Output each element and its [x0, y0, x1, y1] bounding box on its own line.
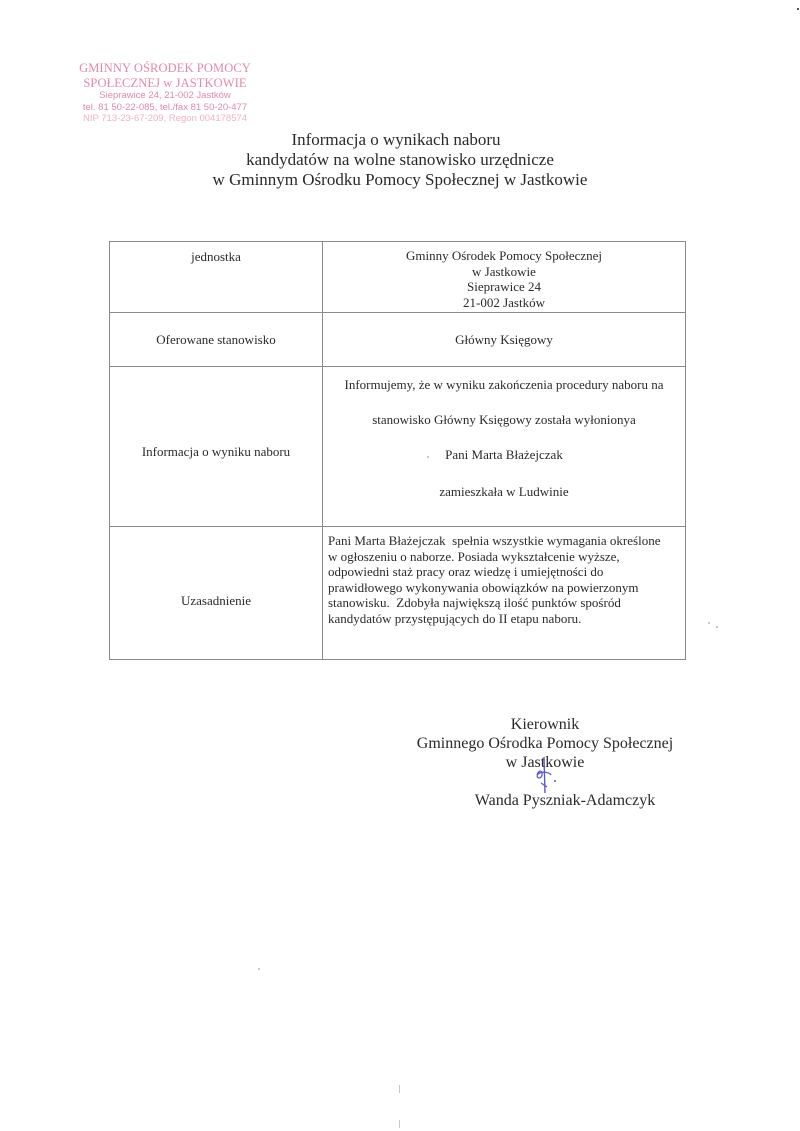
- recruitment-info-table: [109, 241, 686, 660]
- justification-line: w ogłoszeniu o naborze. Posiada wykształcenie wyższe,: [328, 548, 620, 564]
- row-label: Oferowane stanowisko: [110, 313, 323, 367]
- unit-name: Gminny Ośrodek Pomocy Społecznej: [405, 248, 603, 263]
- title-line-2: kandydatów na wolne stanowisko urzędnicze: [246, 150, 554, 169]
- scan-speck: [258, 968, 260, 970]
- document-title: [0, 130, 800, 190]
- row-label: jednostka: [110, 242, 323, 313]
- justification-line: Pani Marta Błażejczak spełnia wszystkie wymagania określone: [328, 533, 661, 548]
- table-row-position: [110, 313, 686, 367]
- table-row-result: [110, 367, 686, 527]
- justification-line: odpowiedni staż pracy oraz wiedzę i umiejętności do: [328, 564, 604, 579]
- institution-stamp: [60, 62, 270, 126]
- justification-line: kandydatów przystępujących do II etapu naboru.: [328, 610, 582, 626]
- stamp-address: Sieprawice 24, 21-002 Jastków: [99, 90, 231, 101]
- title-line-3: w Gminnym Ośrodku Pomocy Społecznej w Jastkowie: [212, 170, 588, 189]
- scan-speck: [399, 1085, 400, 1093]
- table-row-unit: [110, 242, 686, 313]
- unit-location: w Jastkowie: [472, 263, 536, 279]
- unit-value: [323, 242, 686, 313]
- stamp-line-2: SPOŁECZNEJ w JASTKOWIE: [83, 75, 247, 90]
- signatory-location: w Jastkowie: [505, 754, 585, 771]
- unit-postcode: 21-002 Jastków: [463, 294, 545, 310]
- signatory-title: Kierownik: [510, 716, 580, 733]
- scan-speck: [427, 456, 429, 458]
- row-label: Informacja o wyniku naboru: [110, 367, 323, 527]
- result-value: [323, 367, 686, 527]
- signatory-organization: Gminnego Ośrodka Pomocy Społecznej: [416, 735, 674, 752]
- candidate-residence: zamieszkała w Ludwinie: [439, 484, 569, 499]
- stamp-nip-regon: NIP 713-23-67-209, Regon 004178574: [82, 113, 248, 124]
- justification-value: [323, 527, 686, 660]
- justification-line: stanowisku. Zdobyła największą ilość punktów spośród: [328, 595, 621, 610]
- handwritten-signature-icon: [529, 755, 559, 795]
- title-line-1: Informacja o wynikach naboru: [291, 130, 501, 149]
- position-value: Główny Księgowy: [323, 313, 686, 367]
- justification-line: prawidłowego wykonywania obowiązków na powierzonym: [328, 579, 639, 595]
- result-line-1: Informujemy, że w wyniku zakończenia procedury naboru na: [344, 377, 664, 392]
- result-line-2: stanowisko Główny Księgowy została wyłonionya: [372, 412, 636, 427]
- table-row-justification: [110, 527, 686, 660]
- scan-speck: [399, 1120, 400, 1128]
- stamp-line-1: GMINNY OŚRODEK POMOCY: [79, 61, 251, 75]
- signatory-name: Wanda Pyszniak-Adamczyk: [474, 792, 656, 809]
- scan-speck: [797, 8, 799, 10]
- scan-speck: [716, 626, 718, 628]
- scan-speck: [708, 622, 710, 624]
- selected-candidate: Pani Marta Błażejczak: [445, 447, 563, 462]
- unit-street: Sieprawice 24: [466, 279, 541, 294]
- row-label: Uzasadnienie: [110, 527, 323, 660]
- stamp-phone: tel. 81 50-22-085, tel./fax 81 50-20-477: [82, 101, 248, 113]
